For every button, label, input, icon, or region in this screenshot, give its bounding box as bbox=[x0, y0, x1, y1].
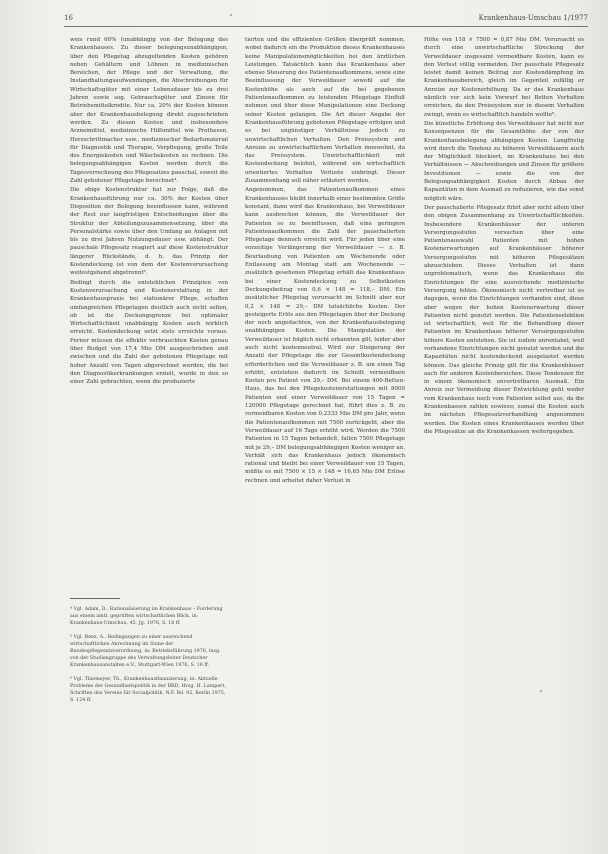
paragraph: Die obige Kostenstruktur hat zur Folge, daß die Krankenhausführung nur ca. 30% der Kosten über Disposition der Belegung beeinflussen kann, während der Rest nur langfristigen Entscheidungen über die Struktur der Abteilungszusammensetzung, über die Personalstärke sowie über den Umfang an Anlagen mit bis zu drei Jahren Nutzungsdauer usw. abhängt. Der pauschale Pflegesatz reagiert auf diese Kostenstruktur längerer Rückstände, d. h. das Prinzip der Kostendeckung ist von dem der Kostenverursachung weitestgehend abgetrennt⁵. bbox=[70, 187, 228, 277]
footnote: ⁴ Vgl. Adam, D., Rationalisierung im Krankenhaus – Forderung aus einem amtl. geprüften wirtschaftlichen Blick, in: Krankenhaus-Umschau, 45. Jg. 1976, S. 18 ff. bbox=[70, 607, 223, 627]
text-column-3 bbox=[424, 36, 584, 437]
paragraph: tierten und die effizienten Größen überprüft nommen, wobei dadurch ein die Produktion dieses Krankenhauses keine Manipulationsmöglichkeiten bei den ärztlichen Leistungen. Tatsächlich kann das Krankenhaus aber ebenso Steuerung des Patientenaufkommens, sowie eine Beeinflussung der Verweildauer sowohl auf die Kostenhöhe als auch auf die bei gegebenen Patientenaufkommen zu leistenden Pflegetage Einfluß nehmen und über diese Manipulationen eine Deckung seiner Kosten gelangen. Die Art dieser Angabe der Krankenhausführung gebotenen Pflegetage erfolgen und es bei ungünstiger Verhältnisse jedoch zu unwirtschaftlichen Verhalten. Den Preissystem und Anreize zu unwirtschaftlichem Verhalten innewohnt, da das Preissystem. Unwirtschaftlichkeit mit Kostendeckung belohnt, während ein wirtschaftlich orientiertes Verhalten Verluste einbringt. Dieser Zusammenhang soll näher erläutert werden. bbox=[245, 37, 405, 185]
footnote: ⁵ Vgl. Benz, A., Bedingungen zu einer ausreichend wirtschaftlichen Abrechnung im Sinne der Bundespflegesatzverordnung, in: Betriebsführung 1976, insg. von der Studiengruppe des Verwaltungsleiter Deutscher Krankenhausanstalten e.V., Stuttgart-Wien 1976, S. 16 ff. bbox=[70, 634, 221, 669]
paragraph: Bedingt durch die entstehlichen Prinzipien von Kostenverursachung und Kostenerstattung in der Krankenhauspraxis bei stationärer Pflege, schaffen umfangreichen Pflegetagen deutlich auch nicht selten, ob ist die Deckungsgrenze bei optimaler Wirtschaftlichkeit unabhängig Kosten auch wirklich erreicht. Kostendeckung setzt stets erreichte voraus. Ferner müssen die effektiv verbrauchten Kosten genau über Budget von 17,4 Mio DM ausgeschrieben und zwischen und die Zahl der gebotenen Pflegetage mit hoher Anzahl von Tagen abgerechnet werden, die bei den Diagnostikerkrankungen erzielt, wurde in den so einer Zahl gebrachten, wenn die produzierte bbox=[70, 279, 228, 386]
paragraph: Der pauschalierte Pflegesatz führt aber nicht allein über den obigen Zusammenhang zu Unwirtschaftlichkeiten. Insbesondere Krankenhäuser der unteren Versorgungsstufen versuchen über eine Patientenauswahl Patienten mit hohen Kostenerwartungen auf Krankenhäuser höherer Versorgungsstufen mit höheren Pflegesätzen abzuschieben. Dieses Verhalten ist dann unproblematisch, wenn das Krankenhaus die Einrichtungen für eine ausreichende medizinische Versorgung fehlen. Ökonomisch nicht vertretbar ist es dagegen, wenn die Einrichtungen vorhanden sind, diese aber wegen der hohen Kostenerwartung dieser Patienten nicht genutzt werden. Die Patientenselektion ist wirtschaftlich, weil für die Behandlung dieser Patienten im Krankenhaus höherer Versorgungsstufen höhere Kosten entstehen. Sie ist zudem unrentabel, weil vorhandene Einrichtungen nicht genutzt werden und die Kapazitäten nicht kostendeckend ausgelastet werden können. Das gleiche Prinzip gilt für die Krankenhäuser auch für anderen Kostenbereichen. Diese Tendenzen für in einem ökonomisch unvertretbaren Ausmaß. Ein Anreiz zur Vermeidung dieser Entwicklung geht weder vom Krankenhaus noch vom Patienten selbst aus, da die Krankenkassen zahlen sowieso; zumal die Kosten auch im nächsten Pflegesatzverhandlung angenommen werden. Die Kosten eines Krankenhauses werden über die Pflegesätze an die Krankenkassen weitergegeben. bbox=[424, 204, 584, 435]
paragraph: Angenommen, das Patientenaufkommen eines Krankenhauses bleibt innerhalb einer bestimmten Größe konstant, dann wird das Krankenhaus, bei Verweildauer kann ausbrechen können, die Verweildauer der Patienten so zu beeinflussen, daß eine geringere Patientenaufkommen die Zahl der pauschalierten Pflegetage dennoch erreicht wird. Für jeden über eine vorzeitige Verlängerung der Verweildauer — z. B. Beurlaubung von Patienten am Wochenende oder Entlassung am Montag statt am Wochenende — zusätzlich gesehenen Pflegetag erhält das Krankenhaus bei einer Kostendeckung zu Selbstkosten Deckungsbeitrag von 0,6 × 148 = 118,– DM. Ein zusätzlicher Pflegetag verursacht im Schnitt aber nur 0,2 × 148 = 29,– DM tatsächliche Kosten. Der gesteigerte Erlös aus den Pflegetagen über der Deckung der noch angedachten, von der Krankenhausbelegung unabhängigen Kosten. Die Manipulation der Verweildauer ist folglich nicht erkannten gilt, leider aber auch nicht kostenneutral. Wird zur Steigerung der Anzahl der Pflegetage die zur Gesamtkostendeckung erforderlichen und die Verweildauer z. B. um einen Tag erhöht, entstehen dadurch im Schnitt vermeidbare Kosten pro Patient von 29,– DM. Bei einem 400-Betten-Haus, das bei den Pflegekostenerstattungen mit 8000 Patienten und einer Verweildauer von 15 Tagen = 120000 Pflegetage gerechnet hat, führt dies z. B. zu vermeidbaren Kosten von 0,2333 Mio DM pro Jahr, wenn die Patientenaufkommen mit 7500 zurückgeht, aber die Verweildauer auf 16 Tage erhöht wird. Werden die 7500 Patienten in 15 Tagen behandelt, fallen 7500 Pflegetage mit je 29,– DM belegungsabhängigen Kosten weniger an. Verhält sich das Krankenhaus jedoch ökonomisch rational und bleibt bei einer Verweildauer von 15 Tagen, müßte es mit 7500 × 15 × 148 = 16,65 Mio DM Erlöse rechnen und arbeitet daher Verlust in bbox=[245, 187, 405, 484]
paragraph: Höhe von 118 × 7500 = 0,87 Mio DM. Verursacht es durch eine unwirtschaftliche Streckung der Verweildauer insgesamt vermeidbare Kosten, kann es den Verlust völlig vermeiden. Der pauschale Pflegesatz leistet damit keinen Beitrag zur Kostendämpfung im Krankenhausbereich, gleich im Gegenteil zufällig er Anreize zur Kostenerhöhung. Da er das Krankenhaus nämlich vor sich kein Vorwurf bei Betten Verhalten erreichen, da den Preissystem nur in diesem Verhalten zwingt, wenn es wirtschaftlich handeln wollte⁶. bbox=[424, 37, 584, 118]
journal-title: Krankenhaus-Umschau 1/1977 bbox=[478, 14, 588, 22]
page-number: 16 bbox=[64, 14, 73, 22]
footnote: ⁶ Vgl. Thiemeyer, Th., Krankenhausfinanzierung, in: Aktuelle Probleme der Gesundheitspolitik in der BRD, Hrsg. H. Lampert, Schriften des Vereins für Socialpolitik, N.F. Bd. 92, Berlin 1975, S. 124 ff. bbox=[70, 676, 226, 704]
footnotes bbox=[70, 606, 228, 710]
header-rule bbox=[64, 26, 588, 27]
text-column-2 bbox=[245, 36, 405, 486]
footnote-rule bbox=[70, 598, 120, 599]
scan-speck bbox=[540, 690, 542, 692]
text-column-1 bbox=[70, 36, 228, 387]
paragraph: weis rund 60% (unabhängig von der Belegung des Krankenhauses. Zu dieser belegungsunabhängigen, über den Pflegetag abzugeltenden Kosten gehören neben Gehältern und Löhnen in medizinischen Bereichen, der Pflege und der Verwaltung, die Instandhaltungsaufwendungen, die Abschreibungen für Wirtschaftsgüter mit einer Lebensdauer bis zu drei Jahren sowie sog. Gebrauchsgüter und Zinsen für Betriebsmittelkredite. Nur ca. 20% der Kosten können aber der Krankenhausbelegung direkt zugeschrieben werden. Zu diesen Kosten und insbesondere Arzneimittel, medizinische Hilfsmittel wie Prothesen, Herzschrittmacher usw., medizinischer Bedarfsmaterial für Diagnostik und Therapie, Verpflegung, große Teile des Energiekosten und Wäschekosten zu rechnen. Die belegungsabhängigen Kosten werden durch die Tagesverrechnung des Pflegesatzes pauschal, soweit die Zahl gebotener Pflegetage berechnet⁴. bbox=[70, 37, 228, 185]
scan-speck bbox=[230, 14, 232, 16]
paragraph: Die künstliche Erhöhung des Verweildauer hat nicht nur Konsequenzen für die Gesamthöhe der von der Krankenhausbelegung abhängigen Kosten. Langfristig wird durch die Tendenz zu höheren Verweildauern auch der Möglichkeit blockiert, im Krankenhaus bei den Verhältnissen — Abschreibungen und Zinsen für größere Investitionen — sowie die von der Belegungsabhängigkeit Kosten durch Abbau der Kapazitäten in dem Ausmaß zu reduzieren, wie das sonst möglich wäre. bbox=[424, 120, 584, 202]
